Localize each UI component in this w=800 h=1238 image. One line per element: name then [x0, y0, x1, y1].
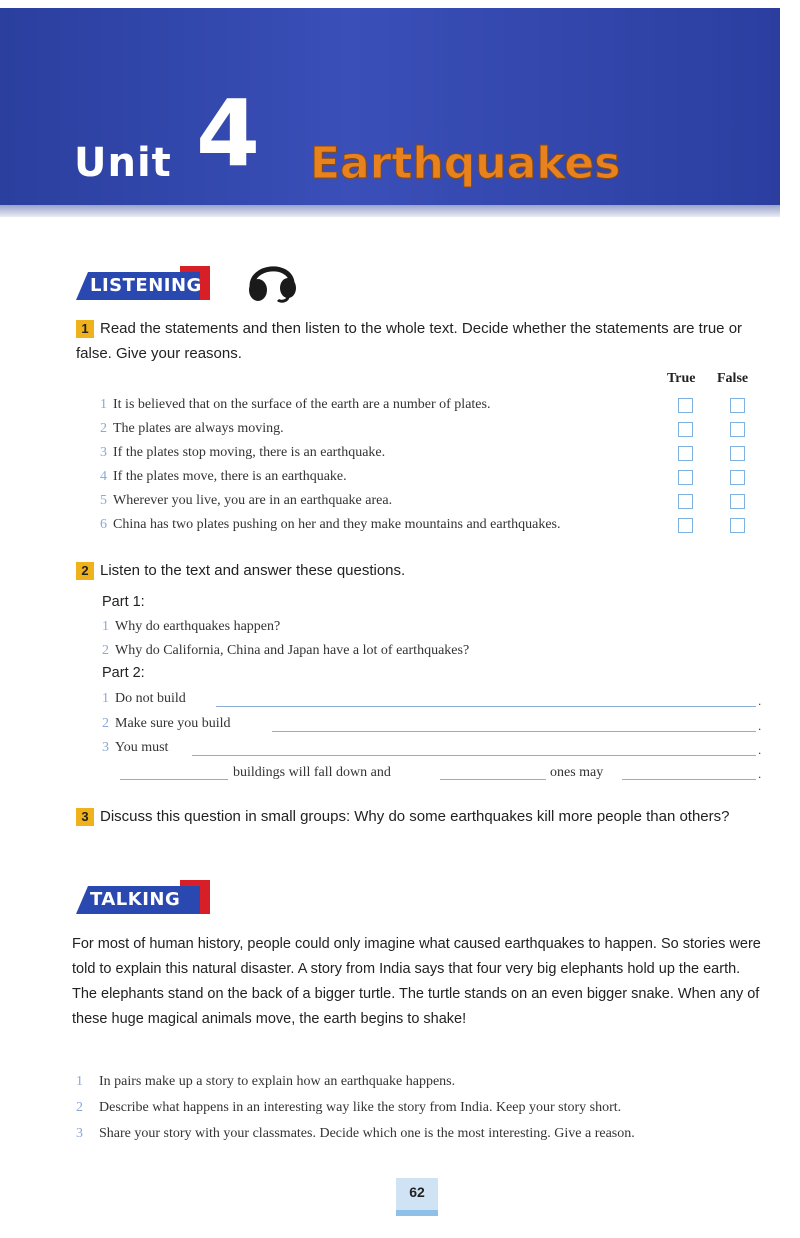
- task-text: Describe what happens in an interesting way like the story from India. Keep your story short.: [99, 1100, 622, 1115]
- question-number: 1: [102, 619, 109, 634]
- false-checkbox-5[interactable]: [730, 494, 745, 509]
- answer-line-3[interactable]: [192, 755, 756, 756]
- exercise-2-instruction: [76, 558, 766, 583]
- answer-line-2[interactable]: [272, 731, 756, 732]
- true-checkbox-3[interactable]: [678, 446, 693, 461]
- false-checkbox-1[interactable]: [730, 398, 745, 413]
- task-text: Share your story with your classmates. Decide which one is the most interesting. Give a reason.: [99, 1126, 635, 1141]
- statement-text: If the plates move, there is an earthquake.: [113, 469, 347, 484]
- unit-word: Unit: [74, 140, 172, 186]
- part-1-label: Part 1:: [102, 594, 145, 610]
- exercise-1-text: Read the statements and then listen to the whole text. Decide whether the statements are true or false. Give your reasons.: [76, 320, 743, 362]
- question-text: Why do earthquakes happen?: [115, 619, 281, 634]
- statement-text: Wherever you live, you are in an earthquake area.: [113, 493, 393, 508]
- true-checkbox-4[interactable]: [678, 470, 693, 485]
- part-1-question-2: [102, 643, 469, 659]
- listening-label: LISTENING: [90, 275, 202, 296]
- line-end-period: .: [758, 719, 762, 733]
- statement-4: [100, 469, 347, 485]
- question-text: Why do California, China and Japan have a lot of earthquakes?: [115, 643, 470, 658]
- statement-text: China has two plates pushing on her and they make mountains and earthquakes.: [113, 517, 561, 532]
- item-text: You must: [115, 740, 169, 755]
- question-number: 2: [102, 643, 109, 658]
- false-column-header: False: [717, 371, 749, 386]
- statement-text: The plates are always moving.: [113, 421, 284, 436]
- statement-number: 6: [100, 517, 107, 532]
- true-column-header: True: [667, 371, 696, 386]
- talking-task-3: [76, 1126, 635, 1142]
- task-number: 3: [76, 1126, 83, 1141]
- listening-section-label: [76, 266, 210, 300]
- false-checkbox-6[interactable]: [730, 518, 745, 533]
- statement-6: [100, 517, 561, 533]
- statement-number: 5: [100, 493, 107, 508]
- exercise-2-text: Listen to the text and answer these questions.: [100, 562, 406, 579]
- part-2-item-3: [102, 740, 168, 756]
- talking-task-1: [76, 1074, 455, 1090]
- unit-title: Earthquakes: [310, 138, 621, 189]
- exercise-1-instruction: [76, 316, 766, 366]
- statement-2: [100, 421, 284, 437]
- true-checkbox-1[interactable]: [678, 398, 693, 413]
- statement-number: 4: [100, 469, 107, 484]
- part-2-line-4-text-a: buildings will fall down and: [233, 765, 391, 780]
- item-number: 3: [102, 740, 109, 755]
- exercise-2-badge: 2: [76, 562, 94, 580]
- statement-number: 3: [100, 445, 107, 460]
- part-2-label: Part 2:: [102, 665, 145, 681]
- exercise-3-instruction: [76, 804, 766, 829]
- part-2-line-4-text-b: ones may: [550, 765, 604, 780]
- talking-task-2: [76, 1100, 621, 1116]
- line-end-period: .: [758, 767, 762, 781]
- unit-number: 4: [196, 80, 261, 187]
- statement-number: 1: [100, 397, 107, 412]
- talking-paragraph: For most of human history, people could only imagine what caused earthquakes to happen. So stories were told to explain this natural disaster. A story from India says that four very big elephants hold up the earth. The elephants stand on the back of a bigger turtle. The turtle stands on an even bigger snake. When any of these huge magical animals move, the earth begins to shake!: [72, 936, 761, 1027]
- true-checkbox-2[interactable]: [678, 422, 693, 437]
- line-end-period: .: [758, 694, 762, 708]
- statement-1: [100, 397, 490, 413]
- false-checkbox-3[interactable]: [730, 446, 745, 461]
- statement-text: It is believed that on the surface of the earth are a number of plates.: [113, 397, 491, 412]
- banner-shadow: [0, 205, 780, 217]
- answer-line-4c[interactable]: [622, 779, 756, 780]
- exercise-1-badge: 1: [76, 320, 94, 338]
- part-1-question-1: [102, 619, 280, 635]
- talking-section-label: [76, 880, 210, 914]
- exercise-3-badge: 3: [76, 808, 94, 826]
- item-number: 1: [102, 691, 109, 706]
- exercise-3-text: Discuss this question in small groups: Why do some earthquakes kill more people than others?: [100, 808, 730, 825]
- answer-line-1[interactable]: [216, 706, 756, 707]
- item-number: 2: [102, 716, 109, 731]
- answer-line-4b[interactable]: [440, 779, 546, 780]
- task-number: 2: [76, 1100, 83, 1115]
- talking-label: TALKING: [90, 889, 181, 910]
- headphones-icon: [244, 256, 300, 304]
- part-2-item-2: [102, 716, 230, 732]
- statement-text: If the plates stop moving, there is an earthquake.: [113, 445, 386, 460]
- line-end-period: .: [758, 743, 762, 757]
- item-text: Make sure you build: [115, 716, 231, 731]
- true-checkbox-5[interactable]: [678, 494, 693, 509]
- false-checkbox-2[interactable]: [730, 422, 745, 437]
- true-checkbox-6[interactable]: [678, 518, 693, 533]
- task-text: In pairs make up a story to explain how an earthquake happens.: [99, 1074, 456, 1089]
- page-number: 62: [396, 1178, 438, 1216]
- false-checkbox-4[interactable]: [730, 470, 745, 485]
- statement-5: [100, 493, 392, 509]
- statement-3: [100, 445, 385, 461]
- part-2-item-1: [102, 691, 186, 707]
- item-text: Do not build: [115, 691, 186, 706]
- task-number: 1: [76, 1074, 83, 1089]
- answer-line-4a[interactable]: [120, 779, 228, 780]
- statement-number: 2: [100, 421, 107, 436]
